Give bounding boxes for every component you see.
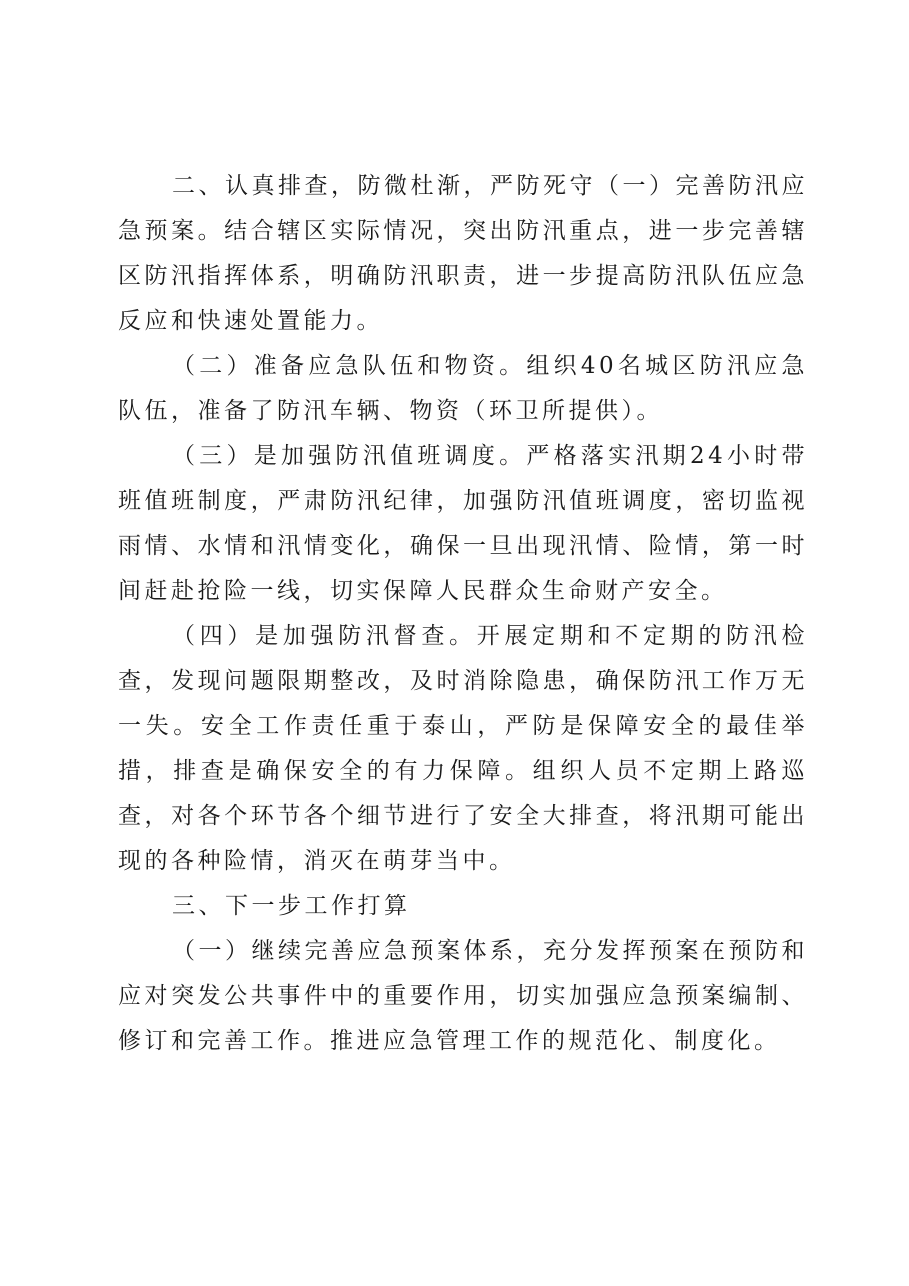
- paragraph-section-two-heading: 二、认真排查，防微杜渐，严防死守（一）完善防汛应急预案。结合辖区实际情况，突出防汛重点，进一步完善辖区防汛指挥体系，明确防汛职责，进一步提高防汛队伍应急反应和快速处置能力。: [118, 173, 808, 334]
- paragraph-duty-dispatch: （三）是加强防汛值班调度。严格落实汛期24小时带班值班制度，严肃防汛纪律，加强防汛值班调度，密切监视雨情、水情和汛情变化，确保一旦出现汛情、险情，第一时间赶赴抢险一线，切实保障人民群众生命财产安全。: [118, 443, 808, 604]
- paragraph-next-steps-one: （一）继续完善应急预案体系，充分发挥预案在预防和应对突发公共事件中的重要作用，切实加强应急预案编制、修订和完善工作。推进应急管理工作的规范化、制度化。: [118, 938, 808, 1054]
- document-body: [118, 164, 808, 1064]
- section-three-heading: 三、下一步工作打算: [172, 893, 411, 919]
- paragraph-emergency-team: （二）准备应急队伍和物资。组织40名城区防汛应急队伍，准备了防汛车辆、物资（环卫所提供）。: [118, 353, 808, 424]
- paragraph-inspection: （四）是加强防汛督查。开展定期和不定期的防汛检查，发现问题限期整改，及时消除隐患，确保防汛工作万无一失。安全工作责任重于泰山，严防是保障安全的最佳举措，排查是确保安全的有力保障。组织人员不定期上路巡查，对各个环节各个细节进行了安全大排查，将汛期可能出现的各种险情，消灭在萌芽当中。: [118, 623, 808, 874]
